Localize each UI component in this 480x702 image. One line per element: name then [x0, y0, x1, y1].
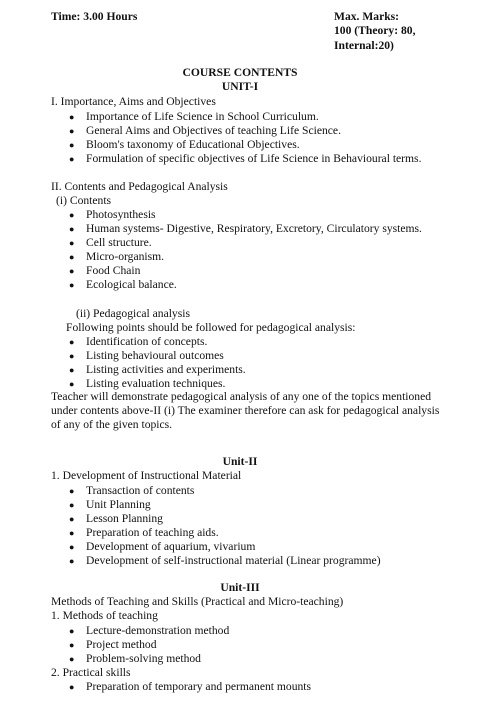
max-marks-line: Max. Marks:: [334, 10, 400, 23]
list-item: ● Micro-organism.: [69, 250, 165, 263]
bullet-icon: ●: [69, 112, 75, 122]
bullet-icon: ●: [69, 266, 75, 276]
list-item: ● Identification of concepts.: [69, 335, 208, 348]
bullet-icon: ●: [69, 238, 75, 248]
list-item: ● Unit Planning: [69, 498, 151, 511]
section-heading: 1. Development of Instructional Material: [51, 469, 242, 482]
list-item: ● Lecture-demonstration method: [69, 624, 230, 637]
bullet-icon: ●: [69, 556, 75, 566]
section-intro: Methods of Teaching and Skills (Practical and Micro-teaching): [51, 595, 344, 608]
bullet-icon: ●: [69, 542, 75, 552]
bullet-icon: ●: [69, 528, 75, 538]
bullet-icon: ●: [69, 626, 75, 636]
max-marks-line: 100 (Theory: 80,: [334, 24, 416, 38]
list-item: ● Formulation of specific objectives of Life Science in Behavioural terms.: [69, 152, 422, 165]
max-marks-line: Internal:20): [334, 38, 394, 52]
list-item: ● Development of aquarium, vivarium: [69, 540, 256, 553]
section-heading: II. Contents and Pedagogical Analysis: [51, 180, 228, 193]
bullet-icon: ●: [69, 280, 75, 290]
course-contents-heading: COURSE CONTENTS: [182, 66, 298, 79]
bullet-icon: ●: [69, 682, 75, 692]
list-item: ● Preparation of temporary and permanent mounts: [69, 680, 312, 693]
list-item: ● General Aims and Objectives of teaching Life Science.: [69, 124, 341, 137]
list-item: ● Cell structure.: [69, 236, 152, 249]
bullet-icon: ●: [69, 337, 75, 347]
paragraph-line: Teacher will demonstrate pedagogical analysis of any one of the topics mentioned: [51, 390, 432, 403]
list-item: ● Listing behavioural outcomes: [69, 349, 224, 362]
subsection-heading: (i) Contents: [56, 194, 112, 207]
bullet-icon: ●: [69, 654, 75, 664]
paragraph-line: under contents above-II (i) The examiner therefore can ask for pedagogical analysis: [51, 404, 440, 417]
section-heading: 2. Practical skills: [51, 666, 131, 679]
unit3-heading: Unit-III: [220, 581, 260, 594]
bullet-icon: ●: [69, 379, 75, 389]
section-heading: I. Importance, Aims and Objectives: [51, 95, 216, 108]
list-item: ● Project method: [69, 638, 157, 651]
time-duration: Time: 3.00 Hours: [51, 10, 138, 23]
bullet-icon: ●: [69, 640, 75, 650]
list-item: ● Lesson Planning: [69, 512, 163, 525]
bullet-icon: ●: [69, 210, 75, 220]
unit1-heading: UNIT-I: [221, 80, 259, 93]
list-item: ● Importance of Life Science in School Curriculum.: [69, 110, 319, 123]
list-item: ● Listing evaluation techniques.: [69, 377, 226, 390]
subsection-intro: Following points should be followed for pedagogical analysis:: [66, 321, 356, 334]
section-heading: 1. Methods of teaching: [51, 609, 158, 622]
max-marks: [334, 10, 454, 53]
bullet-icon: ●: [69, 224, 75, 234]
bullet-icon: ●: [69, 351, 75, 361]
bullet-icon: ●: [69, 514, 75, 524]
paragraph-line: of any of the given topics.: [51, 418, 173, 431]
list-item: ● Development of self-instructional material (Linear programme): [69, 554, 381, 567]
list-item: ● Bloom's taxonomy of Educational Objectives.: [69, 138, 300, 151]
list-item: ● Listing activities and experiments.: [69, 363, 246, 376]
list-item: ● Photosynthesis: [69, 208, 156, 221]
bullet-icon: ●: [69, 154, 75, 164]
list-item: ● Ecological balance.: [69, 278, 177, 291]
list-item: ● Human systems- Digestive, Respiratory, Excretory, Circulatory systems.: [69, 222, 422, 235]
bullet-icon: ●: [69, 126, 75, 136]
list-item: ● Transaction of contents: [69, 484, 195, 497]
list-item: ● Preparation of teaching aids.: [69, 526, 219, 539]
bullet-icon: ●: [69, 500, 75, 510]
list-item: ● Food Chain: [69, 264, 141, 277]
bullet-icon: ●: [69, 486, 75, 496]
unit2-heading: Unit-II: [222, 455, 258, 468]
bullet-icon: ●: [69, 252, 75, 262]
list-item: ● Problem-solving method: [69, 652, 201, 665]
subsection-heading: (ii) Pedagogical analysis: [76, 307, 190, 320]
bullet-icon: ●: [69, 140, 75, 150]
bullet-icon: ●: [69, 365, 75, 375]
